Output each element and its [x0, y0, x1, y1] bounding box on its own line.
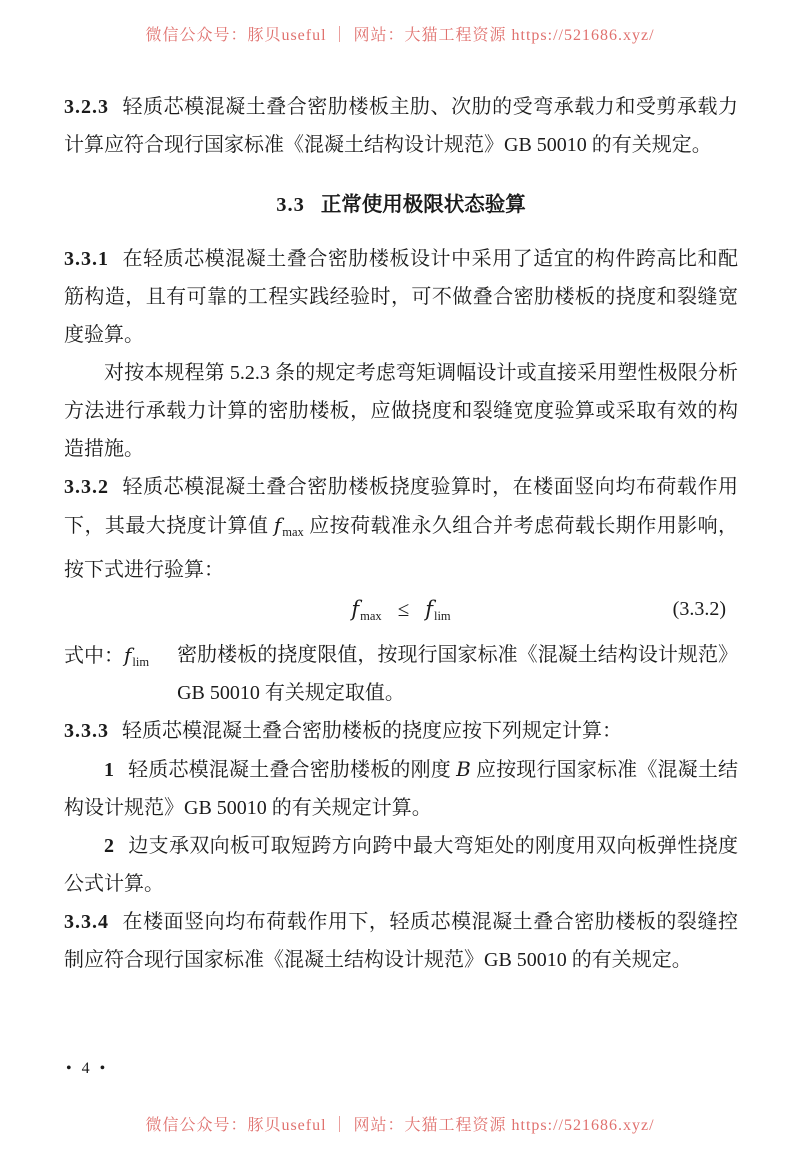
clause-text-3-3-2-a: 轻质芯模混凝土叠合密肋楼板挠度验算时，在楼面竖向均布荷载作用下，其最大挠度计算值 — [64, 476, 738, 537]
item-number-2: 2 — [104, 835, 115, 857]
document-content — [64, 88, 738, 979]
paragraph-3-3-3-item-2 — [64, 827, 738, 903]
less-equal-sign: ≤ — [397, 597, 410, 621]
clause-text-3-2-3: 轻质芯模混凝土叠合密肋楼板主肋、次肋的受弯承载力和受剪承载力计算应符合现行国家标准《混凝土结构设计规范》GB 50010 的有关规定。 — [64, 96, 738, 156]
where-clause — [64, 636, 738, 712]
item-text-2: 边支承双向板可取短跨方向跨中最大弯矩处的刚度用双向板弹性挠度公式计算。 — [64, 835, 738, 895]
header-watermark: 微信公众号：豚贝useful ｜ 网站：大猫工程资源 https://521686.xyz/ — [145, 27, 655, 44]
math-subscript-lim: lim — [433, 609, 451, 623]
clause-text-3-3-2-b: 应按荷载准永久组合并考虑荷载长期作用影响，按下式进行验算： — [64, 515, 739, 581]
clause-number-3-2-3: 3.2.3 — [64, 96, 109, 118]
clause-text-3-3-1: 在轻质芯模混凝土叠合密肋楼板设计中采用了适宜的构件跨高比和配筋构造，且有可靠的工程实践经验时，可不做叠合密肋楼板的挠度和裂缝宽度验算。 — [64, 248, 738, 346]
page-number: • 4 • — [66, 1060, 109, 1077]
equation-number: (3.3.2) — [672, 598, 726, 620]
section-number-3-3: 3.3 — [276, 194, 305, 216]
math-subscript-max: max — [360, 609, 382, 623]
clause-text-3-3-3: 轻质芯模混凝土叠合密肋楼板的挠度应按下列规定计算： — [122, 720, 622, 742]
equation-3-3-2 — [64, 589, 738, 636]
math-variable-f-right: f — [425, 597, 433, 621]
math-subscript-max: max — [282, 525, 304, 539]
paragraph-3-3-3 — [64, 712, 738, 750]
where-description: 密肋楼板的挠度限值，按现行国家标准《混凝土结构设计规范》GB 50010 有关规定取值。 — [177, 644, 738, 704]
clause-text-3-3-1-continued: 对按本规程第 5.2.3 条的规定考虑弯矩调幅设计或直接采用塑性极限分析方法进行承载力计算的密肋楼板，应做挠度和裂缝宽度验算或采取有效的构造措施。 — [64, 362, 738, 460]
clause-number-3-3-3: 3.3.3 — [64, 720, 109, 742]
paragraph-3-3-3-item-1 — [64, 750, 738, 827]
paragraph-3-3-1-continued — [64, 354, 738, 468]
math-variable-B: B — [456, 757, 471, 781]
footer-watermark: 微信公众号：豚贝useful ｜ 网站：大猫工程资源 https://521686.xyz/ — [145, 1117, 655, 1134]
math-subscript-lim: lim — [132, 655, 150, 669]
paragraph-3-2-3 — [64, 88, 738, 164]
clause-number-3-3-2: 3.3.2 — [64, 476, 109, 498]
section-heading-3-3 — [64, 186, 738, 224]
item-text-1-a: 轻质芯模混凝土叠合密肋楼板的刚度 — [128, 759, 457, 781]
item-number-1: 1 — [104, 759, 115, 781]
where-prefix: 式中： — [64, 645, 124, 667]
paragraph-3-3-2 — [64, 468, 738, 589]
math-variable-f-left: f — [351, 597, 360, 621]
clause-number-3-3-1: 3.3.1 — [64, 248, 109, 270]
clause-number-3-3-4: 3.3.4 — [64, 911, 109, 933]
clause-text-3-3-4: 在楼面竖向均布荷载作用下，轻质芯模混凝土叠合密肋楼板的裂缝控制应符合现行国家标准《混凝土结构设计规范》GB 50010 的有关规定。 — [64, 911, 738, 971]
paragraph-3-3-1 — [64, 240, 738, 354]
math-variable-flim: f — [124, 643, 132, 667]
equation-expression — [351, 597, 450, 621]
item-text-1-b: 应按现行国家标准《混凝土结构设计规范》GB 50010 的有关规定计算。 — [64, 759, 739, 819]
paragraph-3-3-4 — [64, 903, 738, 979]
section-title-3-3: 正常使用极限状态验算 — [320, 194, 526, 216]
where-label — [64, 636, 149, 712]
math-variable-fmax: f — [273, 513, 282, 537]
